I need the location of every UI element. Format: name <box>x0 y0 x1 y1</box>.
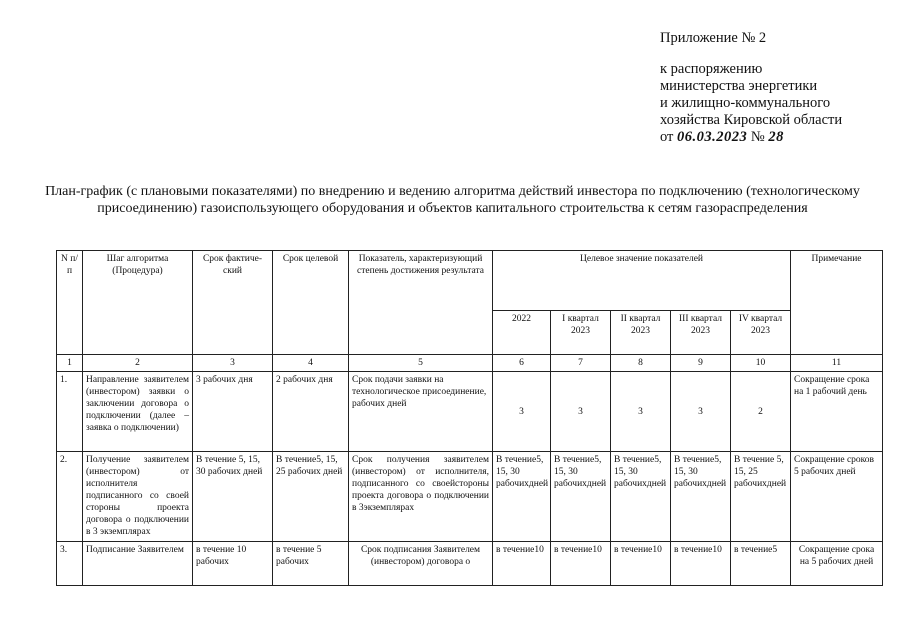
column-number-row <box>57 355 883 372</box>
row-value: в течение10 <box>551 542 611 586</box>
appendix-line: и жилищно-коммунального <box>660 95 831 111</box>
handwritten-date: 06.03.2023 <box>677 129 748 145</box>
row-value: 2 <box>731 372 791 452</box>
row-value: В течение5, 15, 30 рабочихдней <box>493 452 551 542</box>
row-num: 3. <box>57 542 83 586</box>
period-q4-2023: IV квартал 2023 <box>731 311 791 355</box>
row-actual-term: в течение 10 рабочих <box>193 542 273 586</box>
row-value: в течение10 <box>493 542 551 586</box>
appendix-line: к распоряжению <box>660 61 763 77</box>
column-number: 3 <box>193 355 273 372</box>
column-number: 7 <box>551 355 611 372</box>
row-step: Направление заявителем (инвестором) заявки о заключении договора о подключении (далее – заявка о подключении) <box>83 372 193 452</box>
column-number: 9 <box>671 355 731 372</box>
header-num: N п/ п <box>57 251 83 355</box>
row-step: Подписание Заявителем <box>83 542 193 586</box>
table-row <box>57 452 883 542</box>
row-value: в течение5 <box>731 542 791 586</box>
appendix-date-line <box>660 129 842 146</box>
row-indicator: Срок получения заявителем (инвестором) от исполнителя, подписанного со своейстороны проекта договора о подключении в 3экземплярах <box>349 452 493 542</box>
date-prefix: от <box>660 129 674 145</box>
row-note: Сокращение срока на 5 рабочих дней <box>791 542 883 586</box>
row-value: 3 <box>671 372 731 452</box>
appendix-line: министерства энергетики <box>660 78 818 94</box>
appendix-heading: Приложение № 2 <box>660 30 767 46</box>
row-step: Получение заявителем (инвестором) от исполнителя подписанного со своей стороны проекта договора о подключении в 3 экземплярах <box>83 452 193 542</box>
column-number: 1 <box>57 355 83 372</box>
column-number: 8 <box>611 355 671 372</box>
column-number: 11 <box>791 355 883 372</box>
row-actual-term: 3 рабочих дня <box>193 372 273 452</box>
document-title: План-график (с плановыми показателями) по внедрению и ведению алгоритма действий инвестора по подключению (технологическому присоединению) газоиспользующего оборудования и объектов капитального строительства к сетям газораспределения <box>45 184 860 216</box>
column-number: 10 <box>731 355 791 372</box>
row-num: 2. <box>57 452 83 542</box>
header-target-term: Срок целевой <box>273 251 349 355</box>
row-note: Сокращение срока на 1 рабочий день <box>791 372 883 452</box>
column-number: 6 <box>493 355 551 372</box>
row-target-term: В течение5, 15, 25 рабочих дней <box>273 452 349 542</box>
header-note: Примечание <box>791 251 883 355</box>
row-indicator: Срок подачи заявки на технологическое присоединение, рабочих дней <box>349 372 493 452</box>
header-target-values: Целевое значение показателей <box>493 251 791 311</box>
row-note: Сокращение сроков 5 рабочих дней <box>791 452 883 542</box>
header-indicator: Показатель, характеризующий степень достижения результата <box>349 251 493 355</box>
row-actual-term: В течение 5, 15, 30 рабочих дней <box>193 452 273 542</box>
handwritten-number: 28 <box>768 129 784 145</box>
row-value: в течение10 <box>671 542 731 586</box>
row-value: В течение 5, 15, 25 рабочихдней <box>731 452 791 542</box>
row-target-term: в течение 5 рабочих <box>273 542 349 586</box>
appendix-line: хозяйства Кировской области <box>660 112 843 128</box>
period-q3-2023: III квартал 2023 <box>671 311 731 355</box>
number-prefix: № <box>750 129 765 145</box>
row-num: 1. <box>57 372 83 452</box>
row-value: В течение5, 15, 30 рабочихдней <box>671 452 731 542</box>
table-row <box>57 542 883 586</box>
appendix-lines <box>660 61 842 146</box>
column-number: 2 <box>83 355 193 372</box>
header-actual-term: Срок фактиче-ский <box>193 251 273 355</box>
period-2022: 2022 <box>493 311 551 355</box>
row-value: 3 <box>611 372 671 452</box>
header-step: Шаг алгоритма (Процедура) <box>83 251 193 355</box>
period-q1-2023: I квартал 2023 <box>551 311 611 355</box>
row-value: В течение5, 15, 30 рабочихдней <box>551 452 611 542</box>
column-number: 4 <box>273 355 349 372</box>
row-target-term: 2 рабочих дня <box>273 372 349 452</box>
appendix-block <box>660 30 842 146</box>
row-value: в течение10 <box>611 542 671 586</box>
row-value: 3 <box>493 372 551 452</box>
column-number: 5 <box>349 355 493 372</box>
period-q2-2023: II квартал 2023 <box>611 311 671 355</box>
row-indicator: Срок подписания Заявителем (инвестором) договора о <box>349 542 493 586</box>
table-row <box>57 372 883 452</box>
row-value: В течение5, 15, 30 рабочихдней <box>611 452 671 542</box>
plan-table <box>56 250 883 586</box>
row-value: 3 <box>551 372 611 452</box>
